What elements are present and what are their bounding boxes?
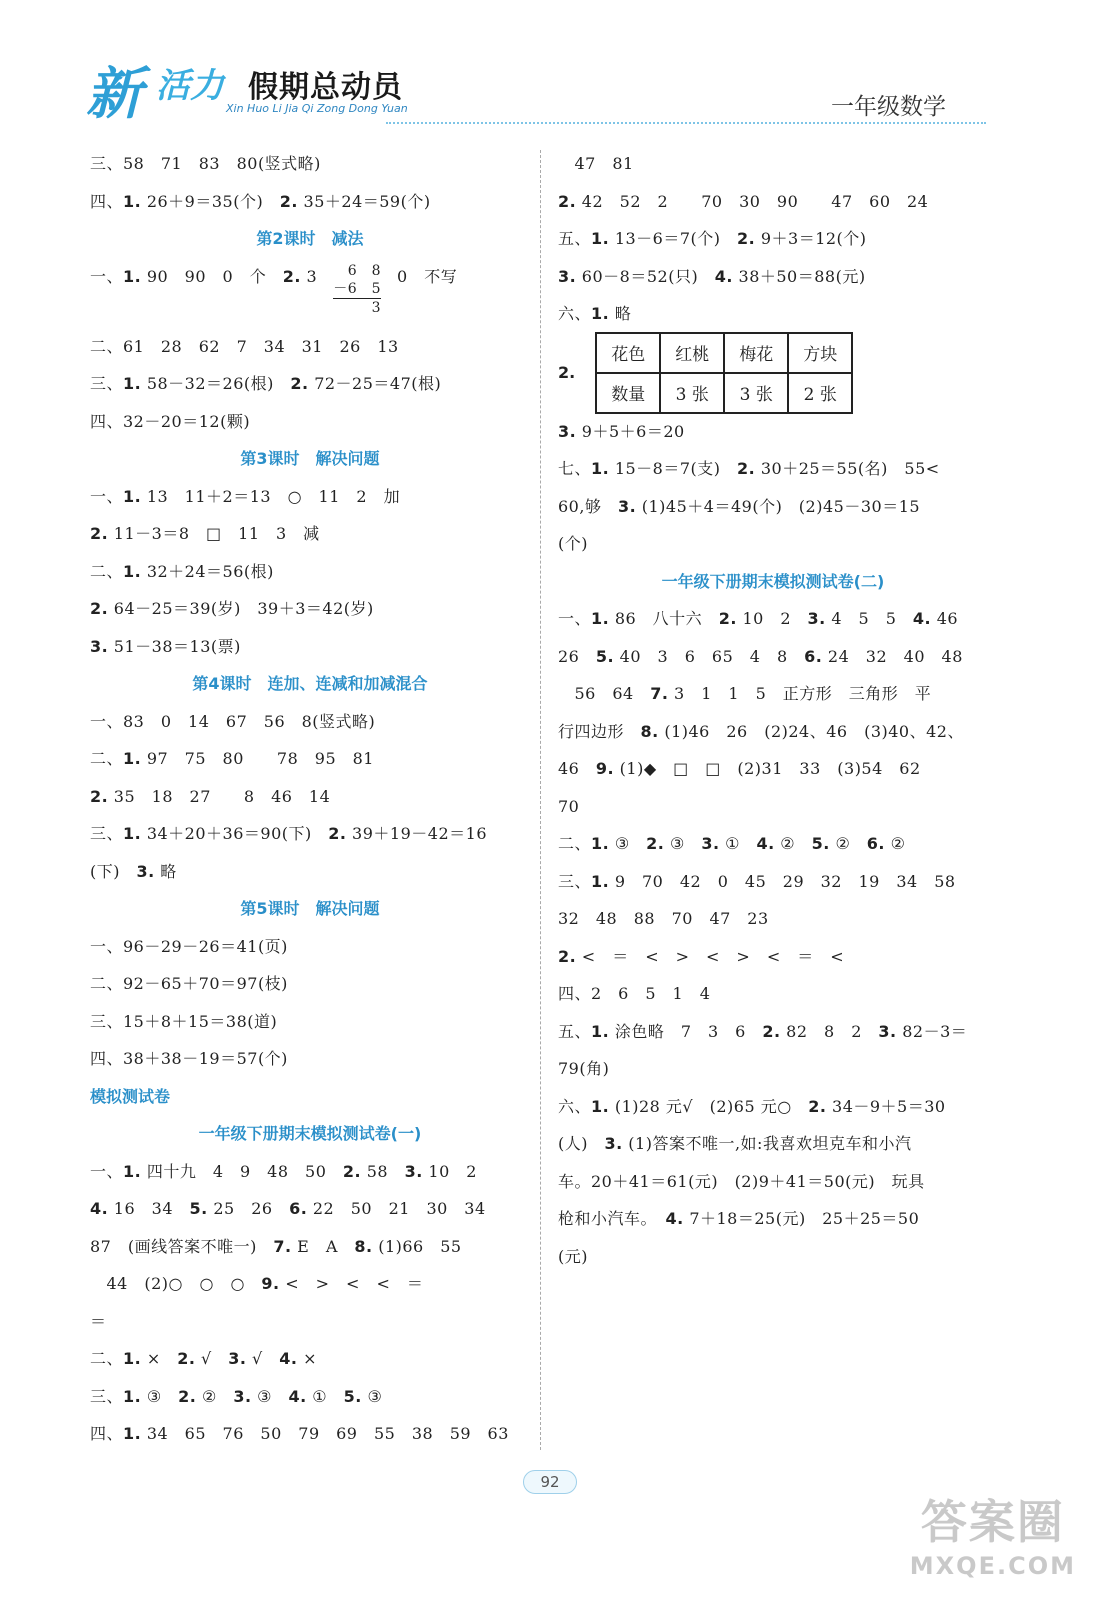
answer-line: 26 5. 40 3 6 65 4 8 6. 24 32 40 48 [558, 646, 963, 666]
answer-line: 六、1. (1)28 元√ (2)65 元○ 2. 34－9＋5＝30 [558, 1096, 946, 1116]
right-column [558, 145, 988, 1275]
answer-line: (下) 3. 略 [90, 861, 177, 881]
card-count-table [595, 332, 853, 414]
answer-line: 四、1. 26＋9＝35(个) 2. 35＋24＝59(个) [90, 191, 431, 211]
answer-line: 七、1. 15－8＝7(支) 2. 30＋25＝55(名) 55< [558, 459, 940, 478]
answer-line: 3. 60－8＝52(只) 4. 38＋50＝88(元) [558, 266, 866, 286]
answer-line: 三、1. 58－32＝26(根) 2. 72－25＝47(根) [90, 374, 442, 393]
answer-line: 三、1. 9 70 42 0 45 29 32 19 34 58 [558, 871, 956, 891]
header-divider [386, 122, 986, 124]
table-cell: 3 张 [660, 373, 724, 413]
answer-line: 3. 9＋5＋6＝20 [558, 421, 685, 441]
answer-line: 56 64 7. 3 1 1 5 正方形 三角形 平 [558, 684, 932, 703]
answer-line: 二、1. ③ 2. ③ 3. ① 4. ② 5. ② 6. ② [558, 834, 906, 853]
answer-line: 一、83 0 14 67 56 8(竖式略) [90, 711, 376, 731]
section-heading: 第4课时 连加、连减和加减混合 [192, 674, 428, 693]
section-heading: 第3课时 解决问题 [240, 449, 380, 468]
table-row [596, 333, 852, 373]
section-heading: 第2课时 减法 [256, 229, 364, 248]
answer-line: 2. 42 52 2 70 30 90 47 60 24 [558, 191, 929, 211]
answer-line: 车。20＋41＝61(元) (2)9＋41＝50(元) 玩具 [558, 1171, 925, 1191]
answer-line: 二、1. 32＋24＝56(根) [90, 561, 274, 581]
answer-line: 四、38＋38－19＝57(个) [90, 1049, 288, 1068]
answer-line: 47 81 [558, 154, 634, 173]
page-number: 92 [523, 1470, 576, 1494]
answer-line: 枪和小汽车。 4. 7＋18＝25(元) 25＋25＝50 [558, 1209, 920, 1228]
answer-line: 70 [558, 796, 580, 816]
answer-line: 三、1. ③ 2. ② 3. ③ 4. ① 5. ③ [90, 1386, 383, 1406]
answer-line: 46 9. (1)◆ □ □ (2)31 33 (3)54 62 [558, 759, 921, 778]
answer-line: 4. 16 34 5. 25 26 6. 22 50 21 30 34 [90, 1199, 486, 1218]
answer-line: 44 (2)○ ○ ○ 9. < > < < ＝ [90, 1274, 424, 1293]
answer-line: (元) [558, 1246, 588, 1266]
answer-line: 60,够 3. (1)45＋4＝49(个) (2)45－30＝15 [558, 496, 921, 516]
answer-line: 三、15＋8＋15＝38(道) [90, 1011, 278, 1031]
watermark-url: MXQE.COM [909, 1552, 1076, 1580]
answer-line: ＝ [90, 1311, 107, 1331]
left-column [90, 145, 530, 1453]
answer-line: 二、1. × 2. √ 3. √ 4. × [90, 1349, 317, 1368]
answer-line: 四、1. 34 65 76 50 79 69 55 38 59 63 [90, 1424, 509, 1443]
answer-line: 二、1. 97 75 80 78 95 81 [90, 749, 374, 768]
answer-line: 一、1. 四十九 4 9 48 50 2. 58 3. 10 2 [90, 1161, 477, 1181]
section-heading: 第5课时 解决问题 [240, 899, 380, 918]
table-cell: 2 张 [788, 373, 852, 413]
answer-line: (人) 3. (1)答案不唯一,如:我喜欢坦克车和小汽 [558, 1134, 912, 1153]
answer-line: 87 (画线答案不唯一) 7. E A 8. (1)66 55 [90, 1236, 462, 1256]
answer-line: 四、32－20＝12(颗) [90, 411, 251, 431]
brand-title: 假期总动员 [248, 70, 403, 105]
answer-line: 三、58 71 83 80(竖式略) [90, 154, 321, 173]
answer-line: 三、1. 34＋20＋36＝90(下) 2. 39＋19－42＝16 [90, 824, 487, 843]
answer-line: 32 48 88 70 47 23 [558, 909, 769, 928]
answer-line: 2. 64－25＝39(岁) 39＋3＝42(岁) [90, 599, 374, 618]
table-cell: 梅花 [724, 333, 788, 373]
answer-line: 六、1. 略 [558, 304, 632, 323]
answer-line: 3. 51－38＝13(票) [90, 636, 241, 656]
answer-line: 行四边形 8. (1)46 26 (2)24、46 (3)40、42、 [558, 721, 964, 741]
answer-line: 一、1. 86 八十六 2. 10 2 3. 4 5 5 4. 46 [558, 609, 959, 628]
brand-logo-huoli: 活力 [156, 66, 224, 106]
answer-line: 2. < ＝ < > < > < ＝ < [558, 946, 845, 966]
table-cell: 花色 [596, 333, 660, 373]
answer-line: 2. 花色 红桃 梅花 方块 数量 3 张 3 张 2 张 [558, 333, 988, 413]
vertical-calculation: 6 8 －6 5 3 [333, 262, 382, 316]
answer-line: 一、1. 90 90 0 个 2. 3 6 8 －6 5 3 0 不写 [90, 258, 530, 328]
answer-line: 五、1. 13－6＝7(个) 2. 9＋3＝12(个) [558, 229, 867, 248]
answer-line: 79(角) [558, 1059, 610, 1078]
column-divider [540, 150, 541, 1450]
table-cell: 3 张 [724, 373, 788, 413]
watermark-logo [910, 1486, 1076, 1580]
table-cell: 方块 [788, 333, 852, 373]
page-header [86, 50, 986, 130]
section-heading: 一年级下册期末模拟测试卷(一) [198, 1124, 422, 1143]
answer-line: 五、1. 涂色略 7 3 6 2. 82 8 2 3. 82－3＝ [558, 1021, 968, 1041]
section-heading: 模拟测试卷 [90, 1086, 171, 1106]
grade-subject: 一年级数学 [831, 94, 946, 120]
table-cell: 红桃 [660, 333, 724, 373]
answer-line: 二、61 28 62 7 34 31 26 13 [90, 336, 399, 356]
answer-line: 一、1. 13 11＋2＝13 ○ 11 2 加 [90, 486, 401, 506]
brand-logo-xin: 新 [86, 62, 138, 127]
answer-line: (个) [558, 534, 588, 553]
section-heading: 一年级下册期末模拟测试卷(二) [661, 571, 885, 591]
answer-line: 二、92－65＋70＝97(枝) [90, 974, 288, 993]
answer-line: 2. 35 18 27 8 46 14 [90, 786, 331, 806]
table-row [596, 373, 852, 413]
brand-pinyin: Xin Huo Li Jia Qi Zong Dong Yuan [226, 102, 408, 115]
answer-line: 2. 11－3＝8 □ 11 3 减 [90, 524, 320, 543]
answer-line: 一、96－29－26＝41(页) [90, 936, 288, 956]
answer-line: 四、2 6 5 1 4 [558, 984, 711, 1003]
watermark-text: 答案圈 [920, 1495, 1065, 1549]
table-cell: 数量 [596, 373, 660, 413]
